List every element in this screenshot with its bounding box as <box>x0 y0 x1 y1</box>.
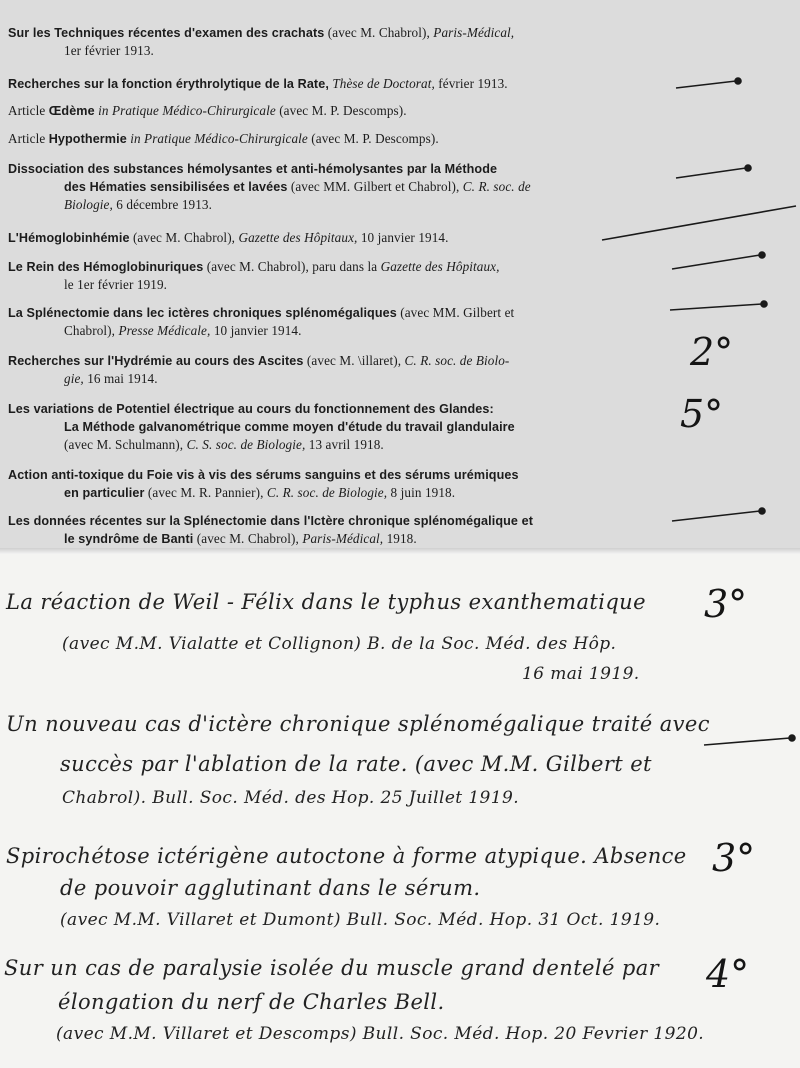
entry-authors-cont: Chabrol), <box>64 323 119 338</box>
entry-date: 1er février 1913. <box>64 43 154 58</box>
entry-title-cont: le syndrôme de Banti <box>64 532 194 546</box>
entry-title: Œdème <box>48 104 95 118</box>
entry-journal: Gazette des Hôpitaux, <box>380 259 500 274</box>
entry-date: 1918. <box>383 531 417 546</box>
printed-entry <box>8 512 672 548</box>
entry-journal: in Pratique Médico-Chirurgicale <box>126 131 308 146</box>
printed-entry <box>8 24 672 60</box>
entry-journal: in Pratique Médico-Chirurgicale <box>94 103 276 118</box>
entry-journal: C. R. soc. de <box>462 179 531 194</box>
entry-date: 10 janvier 1914. <box>357 230 449 245</box>
printed-entry <box>8 102 672 120</box>
printed-entry <box>8 304 672 340</box>
printed-entry <box>8 229 672 247</box>
margin-mark: 3° <box>704 582 748 626</box>
entry-authors: (avec M. P. Descomps). <box>275 103 407 118</box>
printed-entry <box>8 130 672 148</box>
entry-authors: (avec MM. Gilbert et Chabrol), <box>287 179 463 194</box>
handwritten-line: de pouvoir agglutinant dans le sérum. <box>60 876 481 900</box>
margin-mark: 3° <box>712 836 756 880</box>
margin-mark: 5° <box>680 392 724 436</box>
entry-prefix: Article <box>8 103 49 118</box>
handwritten-line: 16 mai 1919. <box>522 664 640 684</box>
entry-title: Recherches sur l'Hydrémie au cours des Ascites <box>8 354 304 368</box>
entry-title: La Splénectomie dans lec ictères chroniques splénomégaliques <box>8 306 397 320</box>
handwritten-line: Chabrol). Bull. Soc. Méd. des Hop. 25 Juillet 1919. <box>62 788 519 808</box>
entry-journal: Presse Médicale, <box>118 323 211 338</box>
entry-journal: Gazette des Hôpitaux, <box>238 230 358 245</box>
entry-date: le 1er février 1919. <box>64 277 168 292</box>
handwritten-list <box>0 554 800 1068</box>
entry-title-cont: en particulier <box>64 486 145 500</box>
entry-title: Le Rein des Hémoglobinuriques <box>8 260 204 274</box>
handwritten-line: succès par l'ablation de la rate. (avec M.M. Gilbert et <box>60 752 652 776</box>
entry-title: Les données récentes sur la Splénectomie dans l'Ictère chronique splénomégalique et <box>8 514 533 528</box>
entry-title-cont: La Méthode galvanométrique comme moyen d'étude du travail glandulaire <box>64 420 515 434</box>
printed-entry <box>8 400 672 454</box>
printed-entry <box>8 258 672 294</box>
handwritten-line: élongation du nerf de Charles Bell. <box>58 990 445 1014</box>
entry-title: Sur les Techniques récentes d'examen des crachats <box>8 26 325 40</box>
entry-journal: C. R. soc. de Biolo- <box>404 353 510 368</box>
entry-date: 6 décembre 1913. <box>112 197 212 212</box>
margin-mark: 4° <box>706 952 750 996</box>
entry-date: 10 janvier 1914. <box>210 323 302 338</box>
entry-authors: (avec M. \illaret), <box>303 353 405 368</box>
entry-authors: (avec MM. Gilbert et <box>396 305 515 320</box>
handwritten-line: (avec M.M. Villaret et Descomps) Bull. Soc. Méd. Hop. 20 Fevrier 1920. <box>56 1024 705 1044</box>
handwritten-line: La réaction de Weil - Félix dans le typhus exanthematique <box>6 590 646 614</box>
handwritten-line: (avec M.M. Vialatte et Collignon) B. de la Soc. Méd. des Hôp. <box>62 634 617 654</box>
handwritten-line: Un nouveau cas d'ictère chronique splénomégalique traité avec <box>6 712 710 736</box>
handwritten-line: Sur un cas de paralysie isolée du muscle grand dentelé par <box>4 956 660 980</box>
entry-title: Hypothermie <box>48 132 127 146</box>
entry-journal: Paris-Médical, <box>433 25 515 40</box>
entry-authors: (avec M. Chabrol), <box>129 230 239 245</box>
entry-journal: C. R. soc. de Biologie, <box>266 485 388 500</box>
handwritten-line: Spirochétose ictérigène autoctone à forme atypique. Absence <box>6 844 687 868</box>
entry-authors: (avec M. Chabrol), <box>193 531 303 546</box>
entry-title: Recherches sur la fonction érythrolytique de la Rate, <box>8 77 329 91</box>
entry-journal-cont: Biologie, <box>64 197 113 212</box>
entry-prefix: Article <box>8 131 49 146</box>
entry-journal: Thèse de Doctorat, <box>328 76 435 91</box>
entry-title: Dissociation des substances hémolysantes et anti-hémolysantes par la Méthode <box>8 162 498 176</box>
entry-authors: (avec M. Chabrol), paru dans la <box>203 259 381 274</box>
entry-authors: (avec M. R. Pannier), <box>144 485 267 500</box>
entry-date: 13 avril 1918. <box>305 437 384 452</box>
entry-journal-cont: gie, <box>64 371 84 386</box>
entry-journal: Paris-Médical, <box>302 531 384 546</box>
printed-entry <box>8 466 672 502</box>
entry-title: Action anti-toxique du Foie vis à vis des sérums sanguins et des sérums urémiques <box>8 468 519 482</box>
entry-date: 8 juin 1918. <box>387 485 456 500</box>
entry-journal: C. S. soc. de Biologie, <box>186 437 306 452</box>
entry-authors: (avec M. Schulmann), <box>64 437 187 452</box>
handwritten-line: (avec M.M. Villaret et Dumont) Bull. Soc. Méd. Hop. 31 Oct. 1919. <box>60 910 661 930</box>
printed-entry <box>8 352 672 388</box>
printed-entry <box>8 75 672 93</box>
entry-title-cont: des Hématies sensibilisées et lavées <box>64 180 288 194</box>
entry-authors: (avec M. P. Descomps). <box>307 131 439 146</box>
entry-title: L'Hémoglobinhémie <box>8 231 130 245</box>
printed-entry <box>8 160 672 214</box>
entry-date: 16 mai 1914. <box>83 371 158 386</box>
entry-title: Les variations de Potentiel électrique au cours du fonctionnement des Glandes: <box>8 402 494 416</box>
entry-date: février 1913. <box>434 76 508 91</box>
entry-authors: (avec M. Chabrol), <box>324 25 434 40</box>
margin-mark: 2° <box>690 330 734 374</box>
